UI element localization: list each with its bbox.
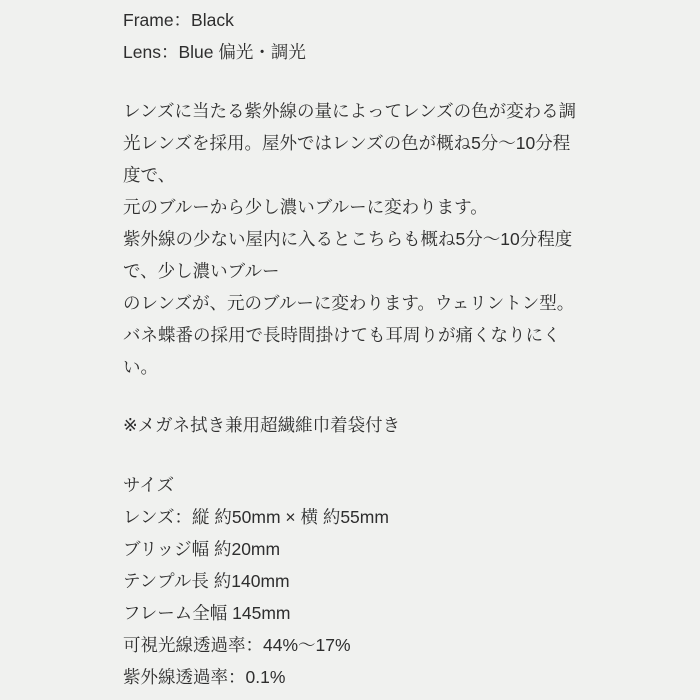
description-line: で、少し濃いブルー: [123, 261, 280, 281]
size-line-frame-width: フレーム全幅 145mm: [123, 603, 291, 623]
description-line: レンズに当たる紫外線の量によってレンズの色が変わる調: [123, 101, 577, 121]
description-line: 元のブルーから少し濃いブルーに変わります。: [123, 197, 488, 217]
description-line: い。: [123, 357, 158, 377]
description-line: 度で、: [123, 165, 176, 185]
size-line-temple: テンプル長 約140mm: [123, 571, 290, 591]
size-line-uv-transmittance: 紫外線透過率：0.1%: [123, 667, 286, 687]
size-section: [123, 469, 620, 693]
size-line-bridge: ブリッジ幅 約20mm: [123, 539, 281, 559]
description-line: のレンズが、元のブルーに変わります。ウェリントン型。: [123, 293, 575, 313]
size-line-visible-light-transmittance: 可視光線透過率：44%～17%: [123, 635, 351, 655]
size-section-title: サイズ: [123, 475, 175, 495]
lens-spec-line: Lens：Blue 偏光・調光: [123, 42, 306, 62]
description-line: バネ蝶番の採用で長時間掛けても耳周りが痛くなりにく: [123, 325, 561, 345]
description-line: 光レンズを採用。屋外ではレンズの色が概ね5分～10分程: [123, 133, 571, 153]
accessory-note-line: ※メガネ拭き兼用超繊維巾着袋付き: [123, 415, 401, 435]
size-line-lens: レンズ：縦 約50mm × 横 約55mm: [123, 507, 389, 527]
lens-description-paragraph: [123, 95, 620, 383]
frame-spec-line: Frame：Black: [123, 10, 234, 30]
description-line: 紫外線の少ない屋内に入るとこちらも概ね5分～10分程度: [123, 229, 573, 249]
